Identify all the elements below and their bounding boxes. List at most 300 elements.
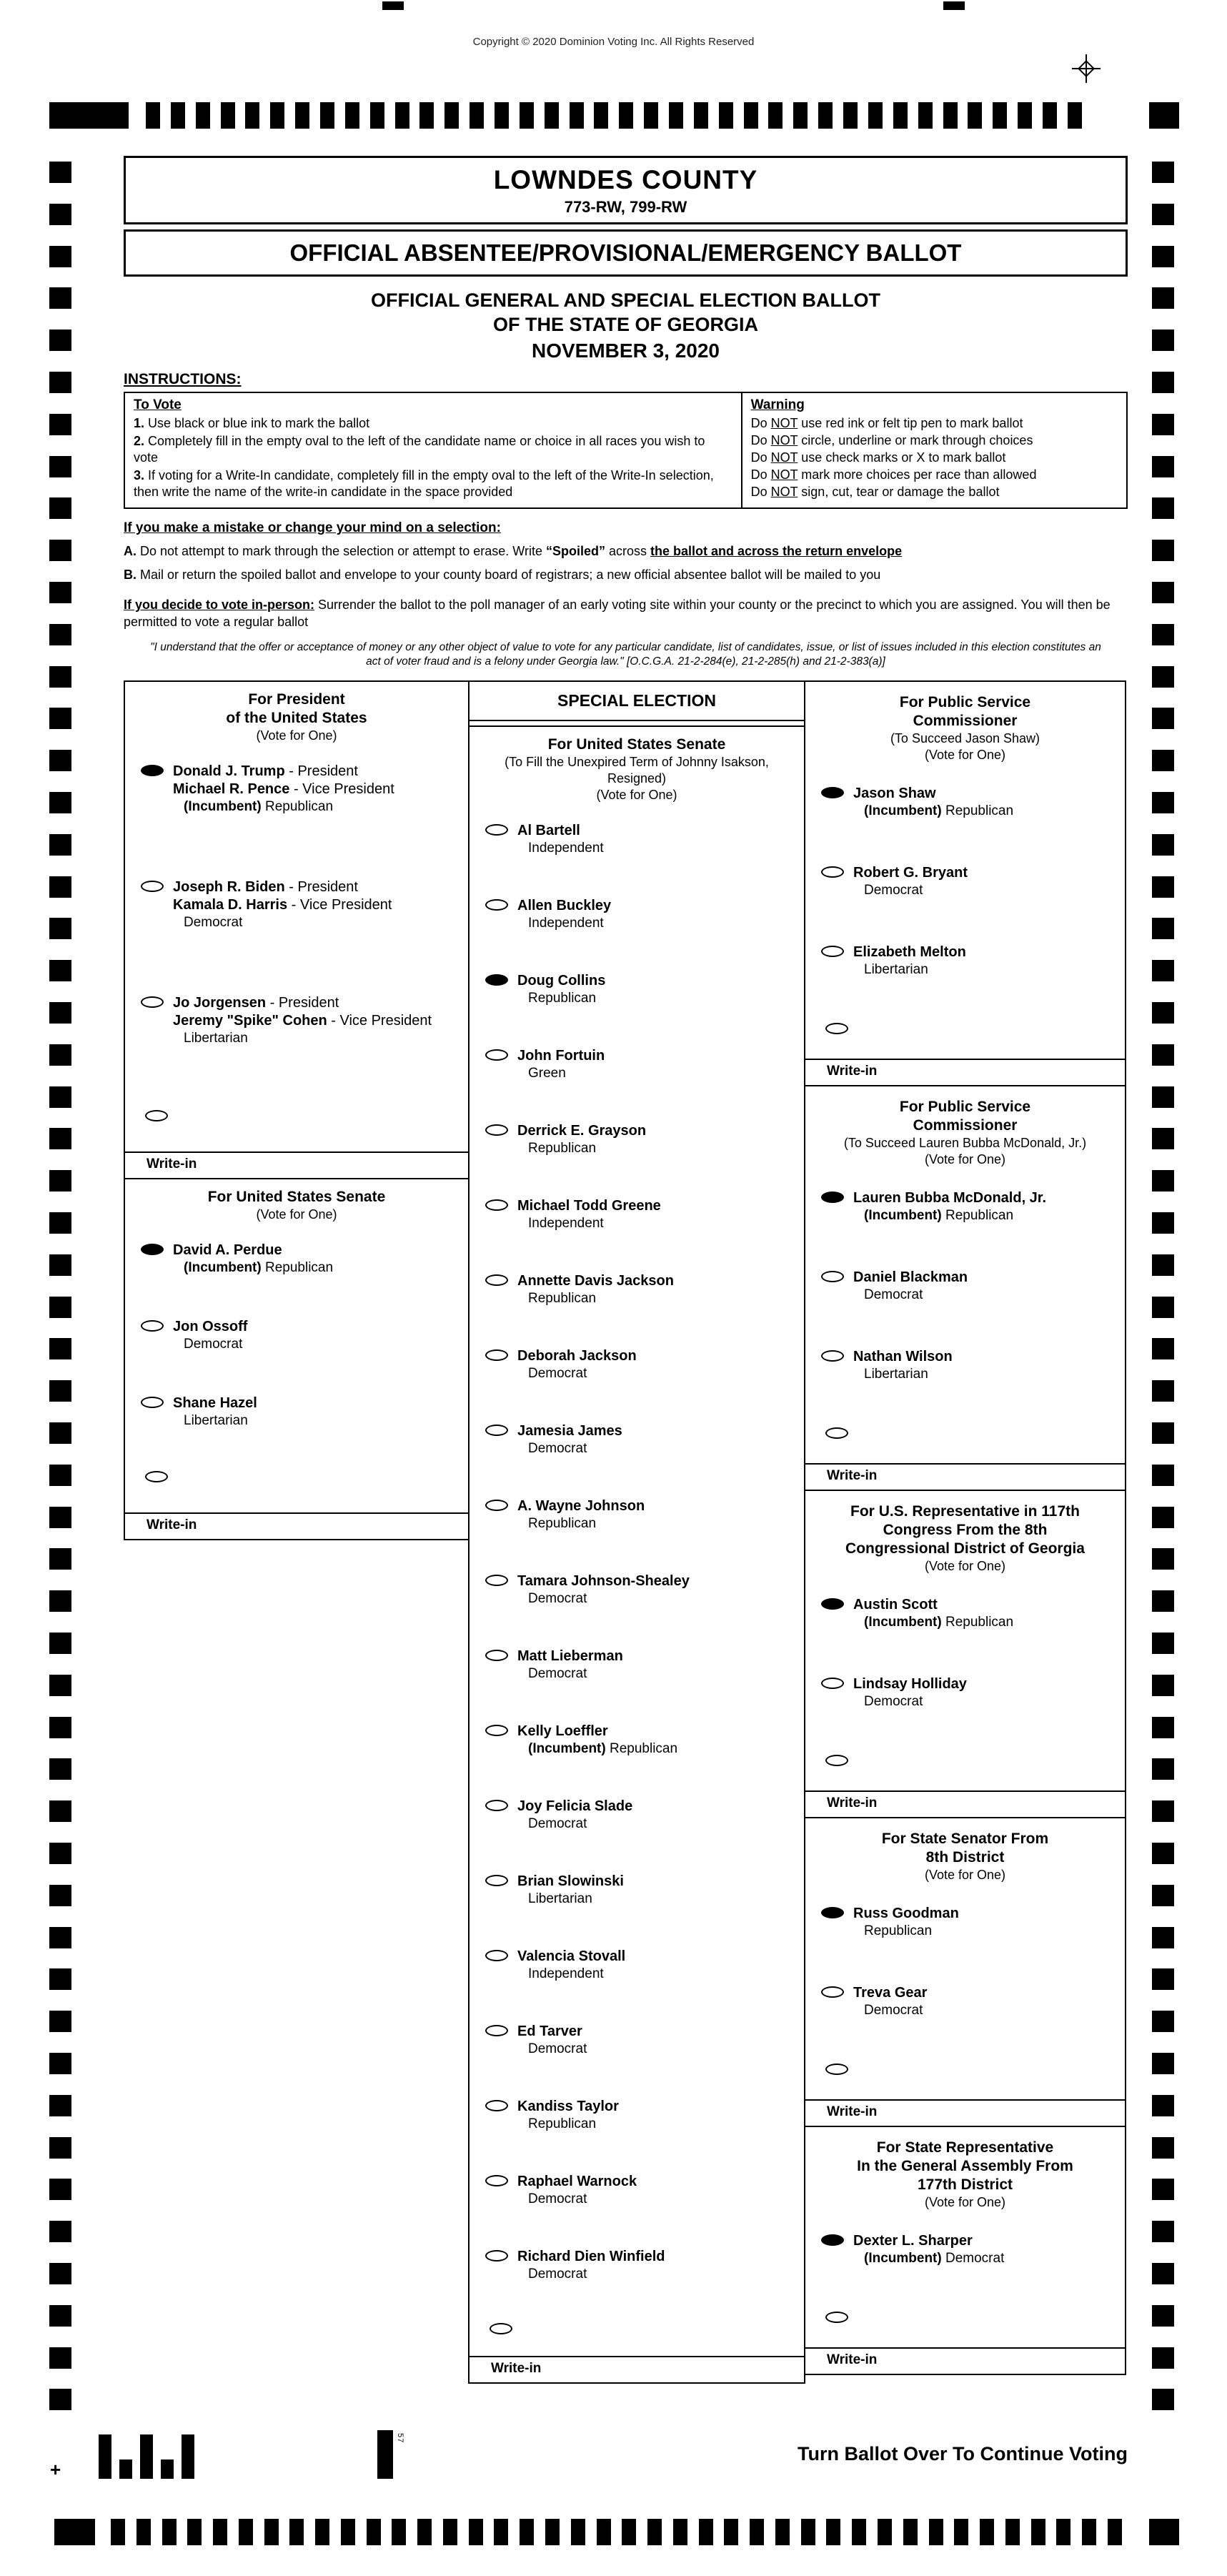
race-title-line: Congress From the 8th [883,1522,1048,1538]
timing-mark [49,1465,71,1486]
candidate-option[interactable] [485,897,800,932]
timing-mark [49,1800,71,1822]
timing-mark [918,102,933,129]
timing-mark [494,2519,508,2545]
candidate-list [805,1893,1125,2019]
candidate-option[interactable] [821,1189,1121,1224]
timing-mark [320,102,334,129]
timing-mark [49,624,71,645]
timing-mark [49,1590,71,1612]
candidate-option[interactable] [141,878,464,931]
candidate-text [517,1122,646,1157]
ballot-oval-filled[interactable] [821,1907,844,1918]
write-in-oval[interactable] [490,2323,512,2334]
candidate-party: Republican [528,991,597,1006]
timing-mark [49,2011,71,2032]
candidate-name: Robert G. Bryant [853,865,968,881]
candidate-text [517,897,611,932]
race-subtitle-line: (Vote for One) [256,728,337,743]
race-header [805,1818,1125,1893]
timing-mark [1108,2519,1122,2545]
timing-mark [245,102,259,129]
write-in-oval[interactable] [825,1023,848,1034]
race-title-line: For U.S. Representative in 117th [850,1503,1080,1520]
candidate-text [173,1242,333,1277]
county-header-box [124,156,1128,224]
candidate-party: Libertarian [184,1413,248,1428]
candidate-party: Democrat [184,1337,243,1352]
timing-mark [1152,624,1174,645]
candidate-name: Jon Ossoff [173,1319,248,1334]
candidate-name: Allen Buckley [517,898,612,913]
cut-mark [382,1,404,10]
candidate-option[interactable] [485,972,800,1007]
candidate-party: Democrat [864,1287,923,1302]
timing-mark [49,1044,71,1066]
candidate-option[interactable] [821,1348,1121,1383]
ballot-oval[interactable] [485,1725,508,1736]
timing-mark [1152,750,1174,771]
timing-mark [1152,1465,1174,1486]
candidate-party: Democrat [528,1441,587,1456]
timing-mark [943,102,958,129]
write-in-oval[interactable] [825,1755,848,1766]
candidate-option[interactable] [485,1798,800,1833]
timing-mark [768,102,783,129]
candidate-party: Independent [528,916,604,931]
race-subtitle-line: (To Succeed Lauren Bubba McDonald, Jr.) [843,1136,1087,1150]
race [805,682,1125,1086]
warning-item: Do NOT sign, cut, tear or damage the ballot [750,485,1000,499]
timing-mark [49,582,71,603]
timing-mark [1152,1507,1174,1528]
race-header [125,1179,468,1230]
ballot-oval[interactable] [485,899,508,911]
timing-mark [1152,1717,1174,1738]
timing-mark [1152,1843,1174,1864]
candidate-option[interactable] [485,2248,800,2283]
timing-mark [341,2519,355,2545]
candidate-text [173,763,394,816]
instructions-box [124,392,1128,509]
candidate-party: Democrat [528,1816,587,1831]
candidate-option[interactable] [141,994,464,1047]
ballot-oval[interactable] [485,1349,508,1361]
timing-mark [49,666,71,688]
timing-mark [1152,1086,1174,1108]
timing-mark [49,1212,71,1234]
timing-mark [162,2519,177,2545]
candidate-text [517,2098,619,2133]
timing-marks-bottom [111,2519,1122,2545]
candidate-option[interactable] [821,1675,1121,1710]
timing-mark [370,102,384,129]
timing-mark [1152,918,1174,939]
candidate-option[interactable] [485,1047,800,1082]
candidate-list [805,2221,1125,2267]
candidate-option[interactable] [485,1122,800,1157]
candidate-option[interactable] [485,2098,800,2133]
candidate-option[interactable] [821,1269,1121,1304]
candidate-option[interactable] [821,1984,1121,2019]
race [805,1086,1125,1491]
timing-mark [1152,1002,1174,1024]
timing-mark [49,876,71,898]
copyright-line: Copyright © 2020 Dominion Voting Inc. All Rights Reserved [472,36,755,48]
candidate-name: Valencia Stovall [517,1948,626,1964]
election-title-block [124,277,1128,370]
race-title-line: Commissioner [913,1117,1018,1134]
to-vote-item: 3. If voting for a Write-In candidate, completely fill in the empty oval to the left of the Write-In selection, then write the name of the write-in candidate in the space provided [134,468,714,499]
candidate-list [805,1585,1125,1710]
timing-mark [49,708,71,729]
ballot-oval[interactable] [821,866,844,878]
candidate-option[interactable] [485,822,800,857]
timing-mark [49,918,71,939]
candidate-option[interactable] [141,1242,464,1277]
timing-mark [826,2519,840,2545]
candidate-option[interactable] [485,1572,800,1607]
write-in-area [805,1427,1125,1490]
timing-mark [1152,246,1174,267]
timing-mark [49,1297,71,1318]
candidate-party: Democrat [528,1591,587,1606]
candidate-name: Michael R. Pence - Vice President [173,781,394,797]
candidate-party: Republican [528,2116,597,2131]
plus-registration-mark: + [50,2459,61,2480]
timing-mark [289,2519,304,2545]
candidate-text [517,2173,637,2208]
candidate-option[interactable] [485,2173,800,2208]
write-in-area [805,2312,1125,2374]
candidate-text [517,822,604,857]
race [470,727,804,2382]
timing-mark [49,1548,71,1570]
timing-mark [878,2519,892,2545]
write-in-area [805,2064,1125,2126]
candidate-option[interactable] [141,763,464,816]
ballot-oval[interactable] [821,1350,844,1362]
race-header [805,682,1125,773]
candidate-name: Jason Shaw [853,786,936,801]
timing-mark [1152,1885,1174,1906]
to-vote-title: To Vote [134,397,182,412]
write-in-area [125,1471,468,1539]
timing-mark [136,2519,151,2545]
to-vote-list [134,415,732,500]
timing-mark [1152,2263,1174,2284]
timing-mark [1152,1927,1174,1948]
race [805,1491,1125,1818]
stub-bar [377,2430,393,2479]
ballot-oval-filled[interactable] [821,1598,844,1610]
race-subtitle-line: (Vote for One) [596,788,677,802]
timing-mark [49,2263,71,2284]
ballot-oval[interactable] [485,2025,508,2036]
write-in-oval[interactable] [825,1427,848,1439]
candidate-name: John Fortuin [517,1048,605,1064]
candidate-text [853,943,966,979]
candidate-text [173,1394,257,1430]
timing-mark [49,1086,71,1108]
timing-mark [49,2053,71,2074]
timing-mark [49,2347,71,2369]
candidate-option[interactable] [821,864,1121,899]
timing-mark [1152,1128,1174,1149]
timing-mark [1082,2519,1096,2545]
ballot-oval[interactable] [485,1124,508,1136]
timing-mark [1043,102,1057,129]
ballot-oval[interactable] [485,1274,508,1286]
write-in-area [125,1110,468,1178]
race-subtitle-line: (Vote for One) [256,1207,337,1222]
timing-mark [570,102,584,129]
candidate-option[interactable] [141,1318,464,1353]
special-election-banner: SPECIAL ELECTION [470,682,804,721]
race-subtitle-line: (Vote for One) [924,1152,1006,1166]
candidate-text [853,1905,959,1940]
timing-mark [49,1675,71,1696]
ballot-oval-filled[interactable] [141,765,164,776]
candidate-option[interactable] [821,943,1121,979]
candidate-party: Independent [528,1966,604,1981]
ballot-oval[interactable] [821,946,844,957]
warning-item: Do NOT circle, underline or mark through choices [750,433,1033,447]
election-date: NOVEMBER 3, 2020 [532,340,720,362]
ballot-oval[interactable] [141,1320,164,1332]
timing-mark [171,102,185,129]
ballot-oval[interactable] [485,2175,508,2186]
ballot-oval[interactable] [141,996,164,1008]
timing-mark [196,102,210,129]
candidate-name: Jeremy "Spike" Cohen - Vice President [173,1013,432,1029]
timing-mark [264,2519,279,2545]
cut-mark [943,1,965,10]
candidate-text [517,1873,624,1908]
candidate-party: Independent [528,1216,604,1231]
timing-mark [49,1380,71,1402]
timing-mark [1152,834,1174,856]
timing-mark [1152,2053,1174,2074]
candidate-party: Democrat [528,1666,587,1681]
ballot-oval-filled[interactable] [485,974,508,986]
race-header [470,727,804,811]
write-in-oval[interactable] [825,2064,848,2075]
candidate-text [517,1572,690,1607]
candidate-text [853,785,1013,820]
timing-mark [417,2519,432,2545]
candidate-party: Republican [528,1141,597,1156]
candidate-name: Derrick E. Grayson [517,1123,647,1139]
timing-mark [980,2519,994,2545]
candidate-name: Jamesia James [517,1423,622,1439]
candidate-party: Democrat [184,915,243,930]
timing-mark [1152,960,1174,981]
ballot-oval[interactable] [485,1199,508,1211]
candidate-list [805,1178,1125,1383]
timing-mark [49,1128,71,1149]
timing-mark [1152,372,1174,393]
ballot-oval[interactable] [485,1575,508,1586]
candidate-list [125,1230,468,1430]
write-in-oval[interactable] [145,1471,168,1482]
ballot-oval[interactable] [821,1271,844,1282]
mistake-section [124,520,1128,583]
timing-mark [315,2519,329,2545]
timing-mark [49,204,71,225]
timing-mark [295,102,309,129]
timing-mark [1152,1548,1174,1570]
candidate-option[interactable] [821,1596,1121,1631]
timing-mark [1152,2179,1174,2200]
write-in-oval[interactable] [825,2312,848,2323]
timing-mark [49,750,71,771]
timing-mark [1152,1212,1174,1234]
warning-item: Do NOT use check marks or X to mark ballot [750,450,1006,465]
candidate-name: Joy Felicia Slade [517,1798,633,1814]
candidate-text [853,1675,967,1710]
candidate-name: Daniel Blackman [853,1269,968,1285]
candidate-text [517,972,605,1007]
ballot-oval-filled[interactable] [821,787,844,798]
candidate-name: Richard Dien Winfield [517,2249,665,2264]
ballot-oval-filled[interactable] [821,2234,844,2246]
ballot-oval[interactable] [485,1650,508,1661]
timing-mark [719,102,733,129]
fraud-notice: "I understand that the offer or acceptance of money or any other object of value to vote for any particular candidate, list of candidates, issue, or list of issues included in this election constitutes an act of voter fraud and is a felony under Georgia law." [O.C.G.A. 21-2-284(e), 21-2-285(h) and 21-2-383(a)] [150,641,1101,668]
candidate-text [517,2248,665,2283]
ballot-oval[interactable] [485,1049,508,1061]
ballot-oval-filled[interactable] [821,1192,844,1203]
timing-mark [1152,204,1174,225]
candidate-party: (Incumbent) Republican [184,799,334,814]
candidate-option[interactable] [821,1905,1121,1940]
candidate-option[interactable] [485,1422,800,1457]
ballot-oval[interactable] [485,1800,508,1811]
timing-mark [699,2519,713,2545]
candidate-name: Annette Davis Jackson [517,1273,674,1289]
race-title-line: 8th District [925,1849,1005,1866]
ballot-type-title: OFFICIAL ABSENTEE/PROVISIONAL/EMERGENCY BALLOT [289,239,962,266]
timing-mark [49,162,71,183]
timing-mark [1018,102,1032,129]
candidate-option[interactable] [485,2023,800,2058]
race-title-line: For Public Service [899,694,1031,710]
ballot-oval[interactable] [485,824,508,836]
candidate-party: Democrat [528,2041,587,2056]
timing-mark [49,330,71,351]
candidate-text [517,1347,637,1382]
timing-mark [49,456,71,477]
timing-mark [903,2519,918,2545]
write-in-label: Write-in [491,2361,542,2376]
timing-mark [49,1633,71,1654]
candidate-option[interactable] [485,1347,800,1382]
race-title-line: For President [248,691,345,708]
timing-mark [1152,1968,1174,1990]
candidate-party: Republican [864,1923,933,1938]
candidate-name: Doug Collins [517,973,606,989]
candidate-text [853,1348,953,1383]
race [125,1179,468,1539]
candidate-name: Kelly Loeffler [517,1723,608,1739]
timing-mark [111,2519,125,2545]
race-subtitle-line: (Vote for One) [924,1868,1006,1882]
candidate-name: David A. Perdue [173,1242,282,1258]
candidate-option[interactable] [821,785,1121,820]
timing-mark [49,2389,71,2410]
race [125,682,468,1179]
timing-mark [49,1507,71,1528]
timing-marks-right [1152,0,1174,2576]
candidate-text [853,864,968,899]
ballot-style-codes: 773-RW, 799-RW [564,198,687,216]
candidate-option[interactable] [485,1648,800,1683]
timing-mark [270,102,284,129]
timing-mark [470,102,484,129]
county-name: LOWNDES COUNTY [493,165,758,194]
ballot-oval[interactable] [485,1950,508,1961]
timing-mark [1152,287,1174,309]
candidate-option[interactable] [821,2232,1121,2267]
candidate-option[interactable] [485,1948,800,1983]
banner-divider [470,721,804,727]
race-title-line: For Public Service [899,1099,1031,1115]
candidate-text [517,1798,632,1833]
candidate-option[interactable] [485,1497,800,1532]
timing-mark [619,102,633,129]
ballot-column-3 [804,680,1126,2375]
ballot-oval[interactable] [821,1678,844,1689]
race-header [805,1086,1125,1178]
candidate-option[interactable] [141,1394,464,1430]
candidate-text [853,1189,1046,1224]
warning-panel [741,393,1126,507]
ballot-oval[interactable] [821,1986,844,1998]
timing-mark [1152,1297,1174,1318]
candidate-option[interactable] [485,1197,800,1232]
race-subtitle-line: (Vote for One) [924,2195,1006,2209]
candidate-party: (Incumbent) Republican [864,1615,1014,1630]
ballot-oval[interactable] [485,2100,508,2111]
ballot-oval[interactable] [141,881,164,892]
ballot-oval[interactable] [485,1500,508,1511]
candidate-name: Lindsay Holliday [853,1676,967,1692]
mistake-heading: If you make a mistake or change your mind on a selection: [124,520,501,535]
ballot-oval[interactable] [141,1397,164,1408]
ballot-oval[interactable] [485,2250,508,2262]
write-in-label: Write-in [827,2352,878,2367]
timing-mark [1152,2137,1174,2159]
candidate-name: Nathan Wilson [853,1349,953,1364]
timing-mark [1068,102,1082,129]
timing-mark [520,102,534,129]
write-in-oval[interactable] [145,1110,168,1121]
timing-mark [775,2519,790,2545]
timing-mark [594,102,608,129]
candidate-option[interactable] [485,1723,800,1758]
ballot-oval[interactable] [485,1425,508,1436]
candidate-party: Independent [528,841,604,856]
timing-mark [49,1758,71,1780]
ballot-oval[interactable] [485,1875,508,1886]
timing-mark [367,2519,381,2545]
candidate-option[interactable] [485,1873,800,1908]
to-vote-item: 2. Completely fill in the empty oval to the left of the candidate name or choice in all races you wish to vote [134,434,705,465]
ballot-type-box [124,229,1128,277]
ballot-oval-filled[interactable] [141,1244,164,1255]
candidate-option[interactable] [485,1272,800,1307]
